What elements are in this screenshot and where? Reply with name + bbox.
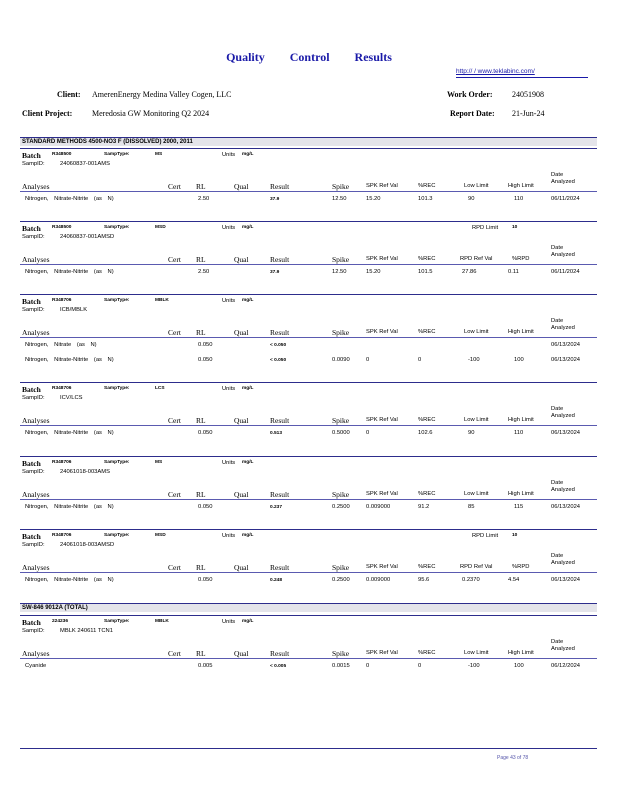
header-underline [20,337,597,338]
table-row-result: 0.513 [270,431,283,436]
section-header-nitrate: STANDARD METHODS 4500-NO3 F (DISSOLVED) 2000, 2011 [20,137,597,146]
col-spike: Spike [332,328,350,337]
col-cert: Cert [168,182,181,191]
samptype-value: MS [155,152,163,157]
samptype-label: SampType: [104,619,130,624]
batch-rule [20,456,597,457]
table-row-rec: 95.6 [418,577,430,583]
table-row-result: 0.237 [270,505,283,510]
table-row-high: 115 [514,504,524,510]
table-row-spk-ref: 0.009000 [366,504,391,510]
sampid-label: SampID: [22,469,45,475]
col-cert: Cert [168,649,181,658]
table-row-analyte: Nitrogen, Nitrate (as N) [25,342,97,348]
table-row-analyte: Nitrogen, Nitrate-Nitrite (as N) [25,430,114,436]
col-qual: Qual [234,649,249,658]
date-label: Date [551,318,564,324]
samptype-value: MBLK [155,619,169,624]
col-spike: Spike [332,255,350,264]
col-result: Result [270,563,290,572]
col-rec: %REC [418,491,436,497]
col-rec: %REC [418,564,436,570]
table-row-spk-ref: 15.20 [366,196,381,202]
table-row-rl: 0.050 [198,504,213,510]
date-label: Date [551,406,564,412]
units-label: Units [222,298,236,304]
col-spk-ref-val: SPK Ref Val [366,491,398,497]
table-row-low: 85 [468,504,475,510]
col-spk-ref-val: SPK Ref Val [366,256,398,262]
col-analyses: Analyses [22,490,50,499]
col-low-limit: Low Limit [464,183,489,189]
samptype-value: LCS [155,386,165,391]
batch-label: Batch [22,385,41,394]
rpd-limit-label: RPD Limit [472,225,499,231]
col-rpd-ref-val: RPD Ref Val [460,256,493,262]
batch-rule [20,529,597,530]
table-row-result: < 0.050 [270,358,287,363]
units-value: mg/L [242,533,254,538]
analyzed-label: Analyzed [551,325,575,331]
col-result: Result [270,649,290,658]
table-row-rl: 0.050 [198,430,213,436]
header-underline [20,264,597,265]
col-rl: RL [196,328,206,337]
batch-label: Batch [22,224,41,233]
table-row-analyte: Cyanide [25,663,47,669]
batch-label: Batch [22,532,41,541]
sampid-value: MBLK 240611 TCN1 [60,628,113,634]
table-row-result: 37.9 [270,270,280,275]
col-rec: %REC [418,183,436,189]
batch-label: Batch [22,459,41,468]
samptype-label: SampType: [104,386,130,391]
table-row-date: 06/13/2024 [551,577,581,583]
samptype-value: MSD [155,533,166,538]
batch-id: 224236 [52,619,69,624]
col-spk-ref-val: SPK Ref Val [366,650,398,656]
sampid-label: SampID: [22,307,45,313]
report-date-value: 21-Jun-24 [512,109,545,118]
units-label: Units [222,152,236,158]
table-row-rec: 101.5 [418,269,433,275]
sampid-label: SampID: [22,234,45,240]
sampid-label: SampID: [22,542,45,548]
url-underline [456,77,588,78]
col-high-limit: High Limit [508,650,534,656]
col-qual: Qual [234,255,249,264]
section-header-cyanide: SW-846 9012A (TOTAL) [20,603,597,612]
units-value: mg/L [242,152,254,157]
batch-rule [20,294,597,295]
col-rec: %REC [418,650,436,656]
header-underline [20,425,597,426]
table-row-analyte: Nitrogen, Nitrate-Nitrite (as N) [25,196,114,202]
col-analyses: Analyses [22,182,50,191]
col-result: Result [270,490,290,499]
col-analyses: Analyses [22,563,50,572]
table-row-high: 100 [514,357,524,363]
table-row-spike: 0.2500 [332,504,350,510]
rpd-limit-value: 10 [512,533,518,538]
sampid-value: 24060837-001AMSD [60,234,115,240]
header-underline [20,572,597,573]
table-row-spk-ref: 0 [366,663,370,669]
date-label: Date [551,553,564,559]
batch-id: R348500 [52,225,72,230]
col-low-limit: Low Limit [464,329,489,335]
table-row-result: 0.248 [270,578,283,583]
table-row-high: 110 [514,430,524,436]
header-underline [20,499,597,500]
analyzed-label: Analyzed [551,179,575,185]
rpd-limit-value: 10 [512,225,518,230]
table-row-high: 4.54 [508,577,520,583]
units-label: Units [222,460,236,466]
date-label: Date [551,245,564,251]
col-analyses: Analyses [22,649,50,658]
table-row-spk-ref: 0.009000 [366,577,391,583]
col-pct-rpd: %RPD [512,564,530,570]
table-row-high: 0.11 [508,269,519,275]
analyzed-label: Analyzed [551,252,575,258]
col-rec: %REC [418,417,436,423]
batch-rule [20,148,597,149]
table-row-rl: 0.050 [198,577,213,583]
sampid-value: ICB/MBLK [60,307,88,313]
sampid-label: SampID: [22,395,45,401]
table-row-spike: 12.50 [332,269,347,275]
col-high-limit: High Limit [508,417,534,423]
col-qual: Qual [234,182,249,191]
samptype-label: SampType: [104,298,130,303]
table-row-high: 110 [514,196,524,202]
samptype-value: MSD [155,225,166,230]
col-result: Result [270,255,290,264]
table-row-rec: 0 [418,357,422,363]
col-spk-ref-val: SPK Ref Val [366,564,398,570]
table-row-spk-ref: 0 [366,430,370,436]
batch-id: R348706 [52,298,72,303]
col-rl: RL [196,563,206,572]
analyzed-label: Analyzed [551,487,575,493]
col-spike: Spike [332,490,350,499]
table-row-spk-ref: 15.20 [366,269,381,275]
table-row-result: 37.9 [270,197,280,202]
col-analyses: Analyses [22,255,50,264]
batch-rule [20,382,597,383]
project-value: Meredosia GW Monitoring Q2 2024 [92,109,210,118]
table-row-rl: 2.50 [198,196,210,202]
col-cert: Cert [168,416,181,425]
col-high-limit: High Limit [508,491,534,497]
col-spk-ref-val: SPK Ref Val [366,183,398,189]
col-rl: RL [196,416,206,425]
samptype-value: MBLK [155,298,169,303]
col-spk-ref-val: SPK Ref Val [366,417,398,423]
table-row-low: 27.86 [462,269,477,275]
table-row-low: 90 [468,196,475,202]
table-row-rec: 101.3 [418,196,433,202]
table-row-rl: 0.050 [198,357,213,363]
report-title: Quality Control Results [226,50,392,64]
date-label: Date [551,639,564,645]
table-row-rl: 0.005 [198,663,213,669]
lab-url-link[interactable]: http:// / www.teklabinc.com/ [456,68,535,75]
table-row-result: < 0.005 [270,664,287,669]
batch-id: R348706 [52,386,72,391]
samptype-label: SampType: [104,460,130,465]
col-qual: Qual [234,416,249,425]
rpd-limit-label: RPD Limit [472,533,499,539]
col-cert: Cert [168,563,181,572]
col-rl: RL [196,649,206,658]
table-row-date: 06/11/2024 [551,269,580,275]
units-value: mg/L [242,386,254,391]
table-row-analyte: Nitrogen, Nitrate-Nitrite (as N) [25,577,114,583]
col-spike: Spike [332,182,350,191]
work-order-label: Work Order: [447,90,493,99]
batch-label: Batch [22,618,41,627]
table-row-low: 90 [468,430,475,436]
analyzed-label: Analyzed [551,413,575,419]
col-result: Result [270,328,290,337]
units-label: Units [222,533,236,539]
table-row-rl: 0.050 [198,342,213,348]
units-value: mg/L [242,225,254,230]
batch-label: Batch [22,151,41,160]
table-row-rec: 102.6 [418,430,433,436]
batch-label: Batch [22,297,41,306]
col-spike: Spike [332,563,350,572]
table-row-analyte: Nitrogen, Nitrate-Nitrite (as N) [25,504,114,510]
table-row-date: 06/13/2024 [551,357,581,363]
table-row-low: -100 [468,357,480,363]
col-qual: Qual [234,563,249,572]
sampid-value: 24061018-003AMS [60,469,110,475]
col-rl: RL [196,182,206,191]
table-row-rec: 0 [418,663,422,669]
col-cert: Cert [168,255,181,264]
col-low-limit: Low Limit [464,650,489,656]
col-high-limit: High Limit [508,183,534,189]
table-row-date: 06/13/2024 [551,430,581,436]
date-label: Date [551,480,564,486]
col-result: Result [270,416,290,425]
table-row-analyte: Nitrogen, Nitrate-Nitrite (as N) [25,357,114,363]
col-rl: RL [196,490,206,499]
col-analyses: Analyses [22,416,50,425]
table-row-analyte: Nitrogen, Nitrate-Nitrite (as N) [25,269,114,275]
col-rec: %REC [418,329,436,335]
table-row-spike: 0.0015 [332,663,350,669]
table-row-rec: 91.2 [418,504,430,510]
col-result: Result [270,182,290,191]
units-value: mg/L [242,460,254,465]
col-spike: Spike [332,416,350,425]
units-value: mg/L [242,619,254,624]
table-row-low: 0.2370 [462,577,480,583]
table-row-spk-ref: 0 [366,357,370,363]
sampid-value: 24061018-003AMSD [60,542,115,548]
table-row-low: -100 [468,663,480,669]
sampid-label: SampID: [22,628,45,634]
col-low-limit: Low Limit [464,491,489,497]
col-pct-rpd: %RPD [512,256,530,262]
header-underline [20,658,597,659]
table-row-spike: 12.50 [332,196,347,202]
batch-rule [20,615,597,616]
table-row-date: 06/13/2024 [551,504,581,510]
page-number: Page 43 of 78 [497,755,529,761]
client-value: AmerenEnergy Medina Valley Cogen, LLC [92,90,232,99]
col-rpd-ref-val: RPD Ref Val [460,564,493,570]
batch-rule [20,221,597,222]
batch-id: R348500 [52,152,72,157]
table-row-date: 06/12/2024 [551,663,581,669]
client-label: Client: [57,90,81,99]
table-row-spike: 0.5000 [332,430,350,436]
footer-rule [20,748,597,749]
col-spike: Spike [332,649,350,658]
analyzed-label: Analyzed [551,560,575,566]
date-label: Date [551,172,564,178]
report-date-label: Report Date: [450,109,495,118]
sampid-label: SampID: [22,161,45,167]
samptype-label: SampType: [104,225,130,230]
table-row-rl: 2.50 [198,269,210,275]
analyzed-label: Analyzed [551,646,575,652]
samptype-label: SampType: [104,533,130,538]
table-row-high: 100 [514,663,524,669]
sampid-value: ICV/LCS [60,395,83,401]
col-rec: %REC [418,256,436,262]
batch-id: R348706 [52,533,72,538]
samptype-value: MS [155,460,163,465]
project-label: Client Project: [22,109,73,118]
col-analyses: Analyses [22,328,50,337]
col-cert: Cert [168,328,181,337]
work-order-value: 24051908 [512,90,544,99]
table-row-date: 06/13/2024 [551,342,581,348]
units-label: Units [222,619,236,625]
header-underline [20,191,597,192]
col-low-limit: Low Limit [464,417,489,423]
units-label: Units [222,386,236,392]
sampid-value: 24060837-001AMS [60,161,110,167]
units-label: Units [222,225,236,231]
table-row-date: 06/11/2024 [551,196,580,202]
col-cert: Cert [168,490,181,499]
units-value: mg/L [242,298,254,303]
col-qual: Qual [234,490,249,499]
batch-id: R348706 [52,460,72,465]
col-spk-ref-val: SPK Ref Val [366,329,398,335]
col-qual: Qual [234,328,249,337]
table-row-spike: 0.0090 [332,357,350,363]
col-high-limit: High Limit [508,329,534,335]
table-row-spike: 0.2500 [332,577,350,583]
samptype-label: SampType: [104,152,130,157]
col-rl: RL [196,255,206,264]
table-row-result: < 0.050 [270,343,287,348]
